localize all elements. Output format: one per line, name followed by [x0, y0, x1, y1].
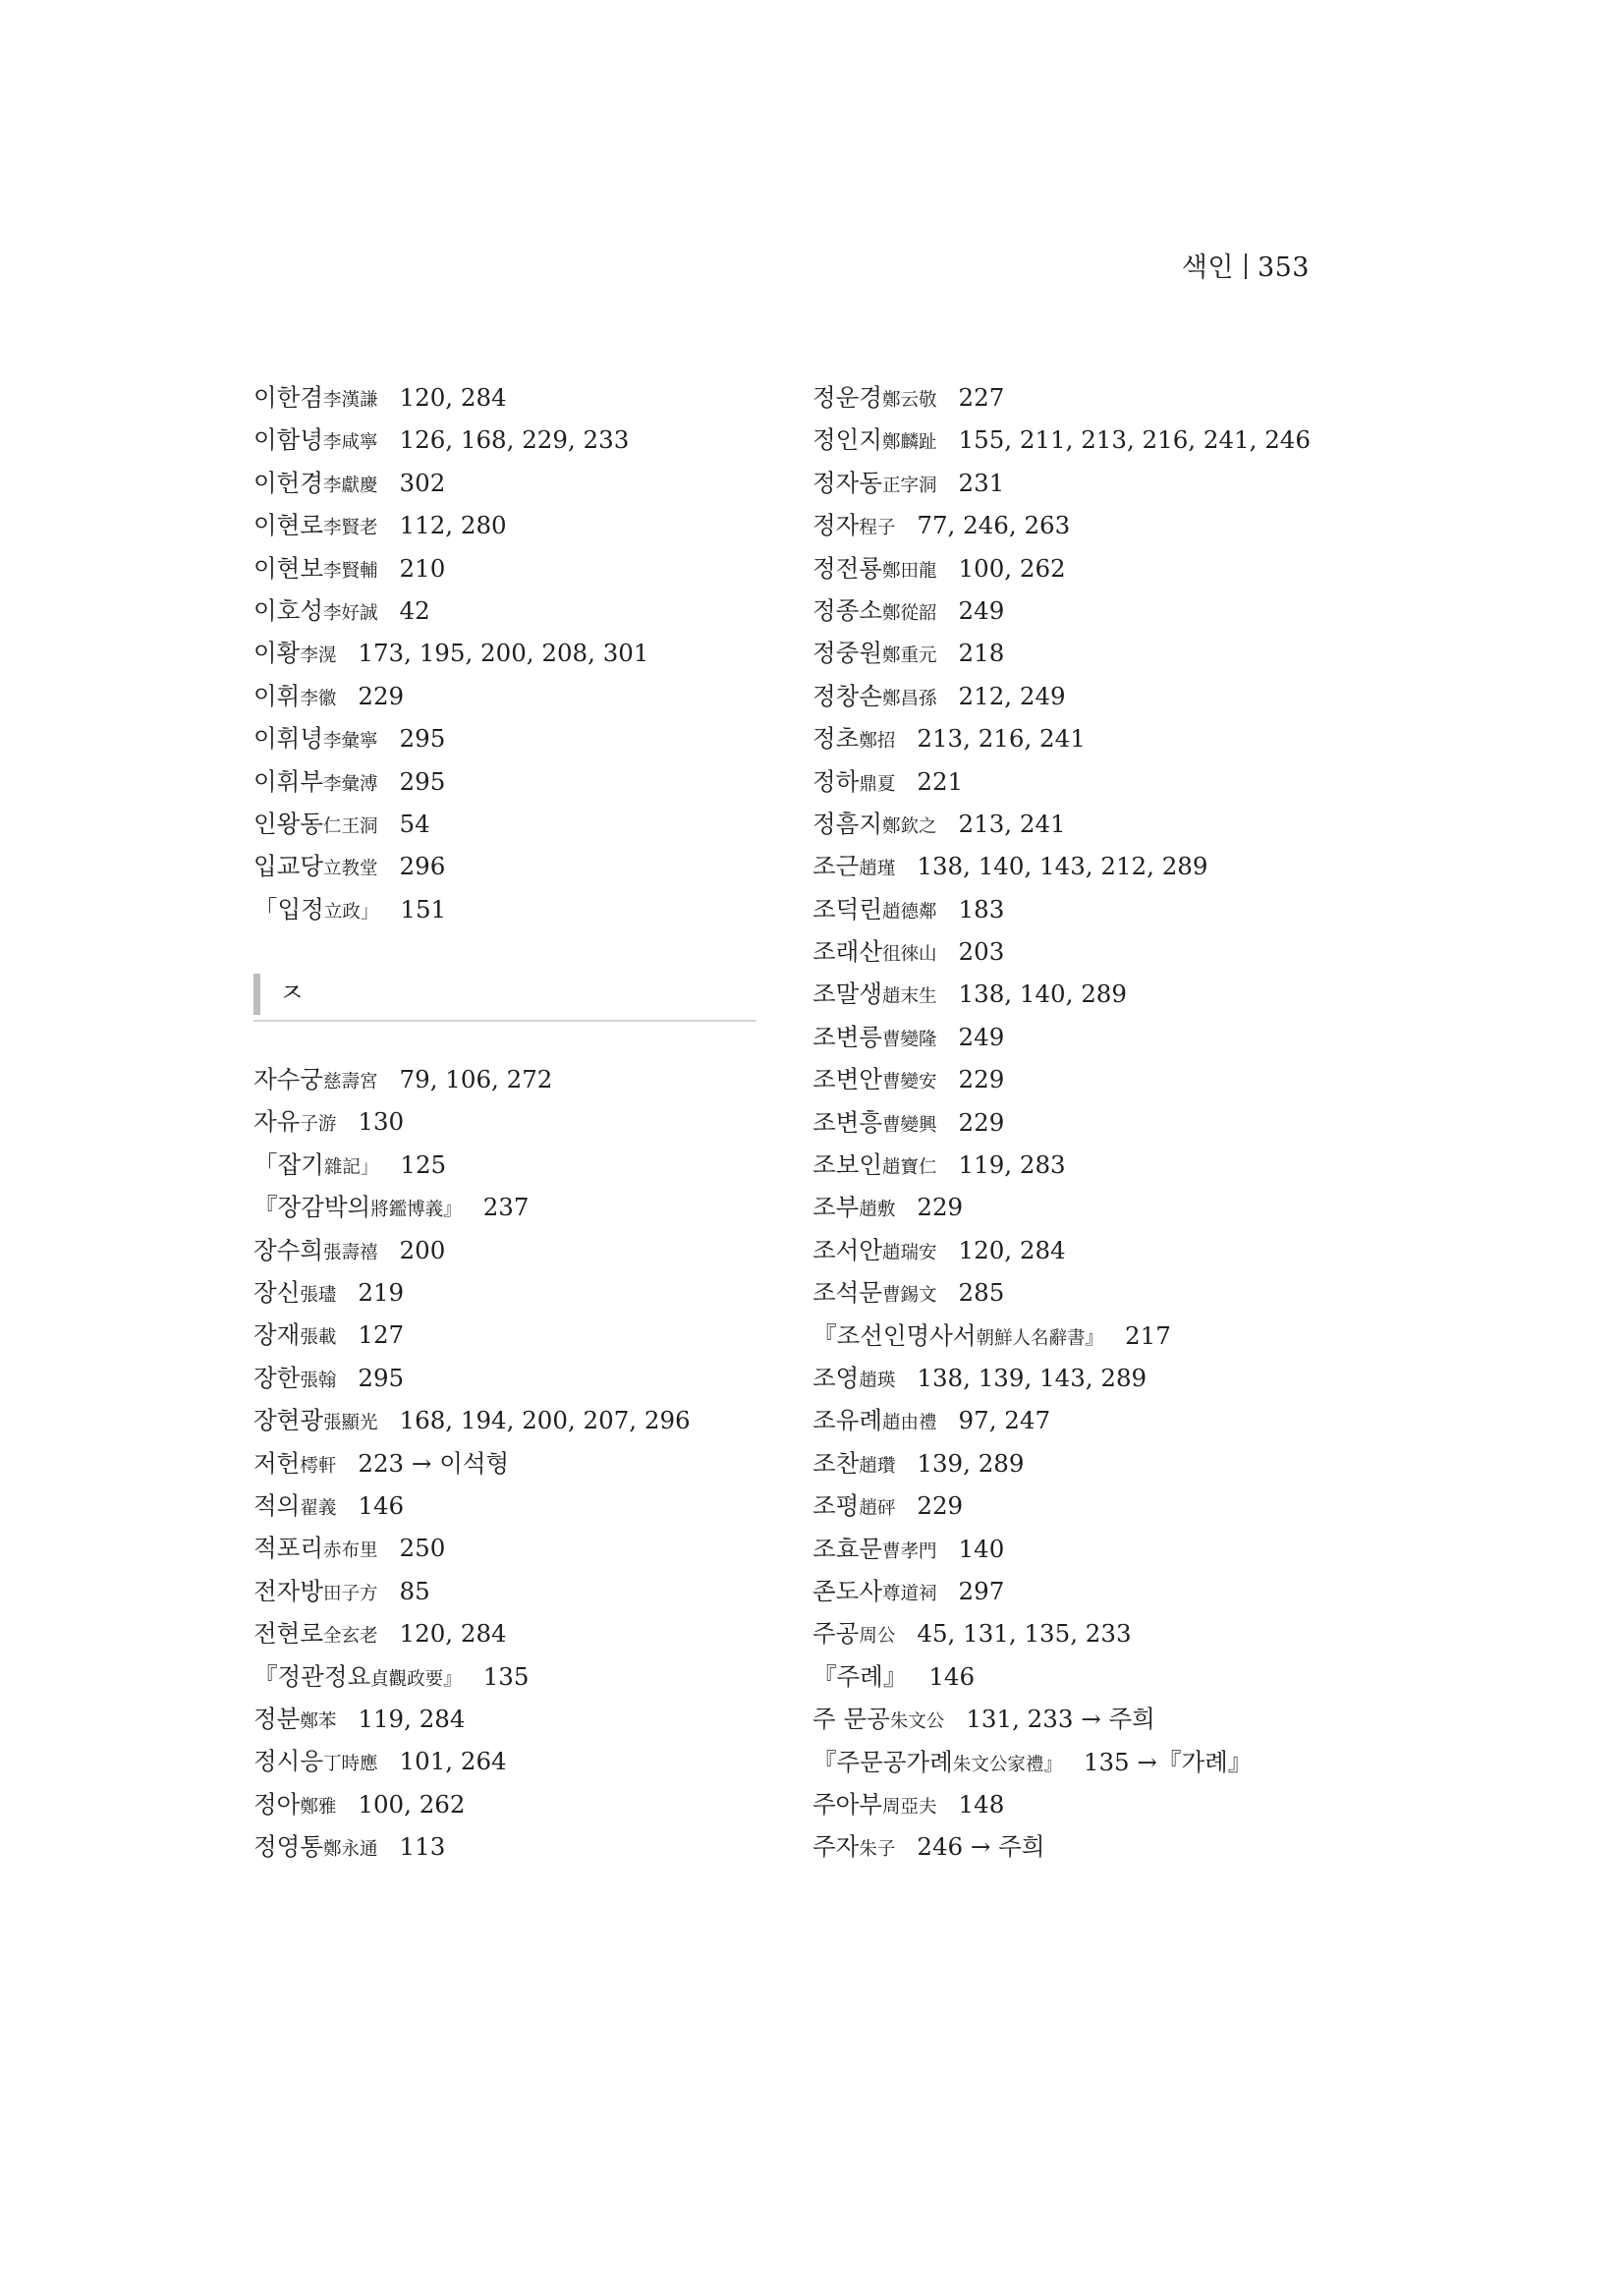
entry-pages: 210 [399, 553, 446, 583]
section-header [253, 974, 764, 1023]
running-head [1182, 246, 1310, 284]
entry-hanja: 張璶 [300, 1285, 337, 1307]
entry-pages: 203 [958, 937, 1005, 967]
index-entry [812, 1655, 1323, 1698]
index-entry [253, 1825, 764, 1868]
entry-hanja: 鄭欽之 [882, 815, 937, 837]
entry-term: 정자동 [812, 468, 883, 497]
index-entry [253, 1271, 764, 1314]
entry-term: 존도사 [812, 1576, 883, 1605]
entry-pages: 140 [958, 1534, 1005, 1563]
entry-pages: 85 [399, 1576, 430, 1605]
index-entry [812, 1357, 1323, 1399]
entry-term: 주 문공 [812, 1705, 890, 1734]
index-entry [253, 589, 764, 632]
entry-pages: 295 [399, 766, 446, 796]
entry-hanja: 鼎夏 [859, 773, 896, 795]
entry-pages: 227 [958, 383, 1005, 412]
entry-term: 저헌 [253, 1448, 301, 1478]
entry-hanja: 趙瑛 [859, 1370, 896, 1391]
index-entry [812, 1528, 1323, 1570]
entry-term: 조말생 [812, 980, 883, 1009]
entry-hanja: 鄭云敬 [882, 390, 937, 411]
entry-hanja: 李好誠 [323, 602, 378, 624]
index-entry [812, 1783, 1323, 1825]
entry-pages: 146 [358, 1490, 405, 1520]
entry-hanja: 全玄老 [323, 1626, 378, 1648]
entry-hanja: 李漢謙 [323, 390, 378, 411]
entry-hanja: 趙砰 [859, 1498, 896, 1520]
entry-pages: 148 [958, 1789, 1005, 1819]
entry-pages: 127 [358, 1320, 405, 1350]
entry-pages: 155, 211, 213, 216, 241, 246 [958, 425, 1311, 455]
entry-term: 『주문공가례 [812, 1747, 953, 1776]
entry-pages: 138, 139, 143, 289 [917, 1363, 1148, 1392]
entry-pages: 250 [399, 1534, 446, 1563]
entry-pages: 229 [917, 1193, 964, 1222]
entry-pages: 249 [958, 1022, 1005, 1051]
index-entry [253, 504, 764, 546]
index-entry [253, 376, 764, 419]
index-entry [812, 888, 1323, 930]
entry-hanja: 趙瑞安 [882, 1242, 937, 1263]
index-entry [812, 632, 1323, 674]
entry-pages: 113 [399, 1832, 446, 1862]
entry-hanja: 李賢輔 [323, 560, 378, 582]
entry-pages: 139, 289 [917, 1448, 1025, 1478]
entry-pages: 173, 195, 200, 208, 301 [358, 639, 649, 668]
entry-hanja: 立政」 [323, 901, 379, 923]
entry-term: 『조선인명사서 [812, 1320, 977, 1350]
section-title: 색인 [1181, 252, 1234, 283]
index-entry [812, 504, 1323, 546]
index-entry [253, 1100, 764, 1143]
entry-hanja: 李咸寧 [323, 432, 378, 454]
index-entry [253, 1186, 764, 1228]
entry-hanja: 赤布里 [323, 1540, 378, 1562]
index-entry [253, 419, 764, 461]
entry-term: 정자 [812, 511, 860, 540]
entry-list-after [253, 1058, 764, 1868]
entry-pages: 218 [958, 639, 1005, 668]
entry-term: 정운경 [812, 383, 883, 412]
entry-pages: 79, 106, 272 [399, 1065, 553, 1094]
left-column [253, 376, 764, 1869]
entry-hanja: 李彙溥 [323, 773, 378, 795]
entry-hanja: 鄭永通 [323, 1839, 378, 1861]
section-header-rule [253, 1020, 756, 1022]
index-entry [812, 1399, 1323, 1441]
index-entry [812, 1271, 1323, 1314]
entry-hanja: 丁時應 [323, 1754, 378, 1775]
index-entry [253, 1655, 764, 1698]
entry-pages: 231 [958, 468, 1005, 497]
entry-hanja: 李滉 [300, 645, 337, 667]
entry-hanja: 周亞夫 [882, 1796, 937, 1818]
entry-term: 전현로 [253, 1619, 324, 1649]
index-entry [253, 1740, 764, 1782]
index-entry [253, 1314, 764, 1356]
entry-term: 이헌경 [253, 468, 324, 497]
entry-term: 조석문 [812, 1278, 883, 1308]
entry-hanja: 李賢老 [323, 518, 378, 539]
entry-hanja: 鄭雅 [300, 1796, 337, 1818]
index-entry [812, 803, 1323, 845]
entry-hanja: 朱子 [859, 1839, 896, 1861]
entry-pages: 45, 131, 135, 233 [917, 1619, 1132, 1649]
entry-term: 『주례』 [812, 1661, 908, 1691]
entry-hanja: 鄭苯 [300, 1710, 337, 1732]
entry-hanja: 張翰 [300, 1370, 337, 1391]
index-entry [253, 1058, 764, 1100]
entry-pages: 183 [958, 894, 1005, 924]
header-separator [1245, 253, 1247, 279]
entry-term: 조영 [812, 1363, 860, 1392]
index-entry [812, 547, 1323, 589]
entry-term: 조래산 [812, 937, 883, 967]
index-entry [812, 462, 1323, 504]
entry-term: 정초 [812, 724, 860, 754]
entry-term: 장재 [253, 1320, 301, 1350]
entry-term: 자유 [253, 1107, 301, 1137]
entry-hanja: 趙瑾 [859, 859, 896, 880]
index-entry [812, 1442, 1323, 1484]
entry-hanja: 鄭昌孫 [882, 688, 937, 709]
section-letter: ㅈ [279, 979, 306, 1010]
entry-term: 정아 [253, 1789, 301, 1819]
entry-hanja: 張壽禧 [323, 1242, 378, 1263]
entry-hanja: 貞觀政要』 [370, 1668, 462, 1690]
entry-hanja: 立教堂 [323, 859, 378, 880]
entry-pages: 100, 262 [358, 1789, 466, 1819]
entry-term: 적포리 [253, 1534, 324, 1563]
entry-term: 이함녕 [253, 425, 324, 455]
index-entry [253, 717, 764, 759]
entry-hanja: 趙由禮 [882, 1413, 937, 1434]
entry-hanja: 李徽 [300, 688, 337, 709]
entry-pages: 285 [958, 1278, 1005, 1308]
entry-pages: 135 →『가례』 [1083, 1747, 1253, 1776]
entry-term: 『정관정요 [253, 1661, 371, 1691]
entry-hanja: 翟義 [300, 1497, 337, 1519]
entry-pages: 229 [917, 1491, 964, 1521]
index-entry [253, 888, 764, 930]
entry-hanja: 趙末生 [882, 986, 937, 1008]
entry-hanja: 朝鮮人名辭書』 [976, 1327, 1104, 1349]
index-entry [253, 1570, 764, 1612]
entry-pages: 221 [917, 766, 964, 796]
entry-term: 『장감박의 [253, 1193, 371, 1222]
entry-pages: 112, 280 [399, 511, 507, 540]
index-entry [812, 1825, 1323, 1868]
entry-pages: 229 [958, 1107, 1005, 1137]
index-entry [812, 930, 1323, 973]
index-entry [812, 376, 1323, 419]
entry-term: 주자 [812, 1832, 860, 1862]
index-entry [812, 1698, 1323, 1740]
index-entry [253, 1527, 764, 1569]
entry-hanja: 程子 [859, 518, 896, 539]
entry-term: 정영통 [253, 1832, 324, 1862]
entry-term: 정창손 [812, 681, 883, 710]
entry-term: 장한 [253, 1363, 301, 1392]
entry-hanja: 將鑑博義』 [370, 1200, 462, 1221]
entry-term: 이휘녕 [253, 724, 324, 754]
index-entry [253, 1698, 764, 1740]
index-entry [812, 1484, 1323, 1527]
entry-pages: 131, 233 → 주희 [966, 1705, 1155, 1734]
entry-term: 이황 [253, 639, 301, 668]
entry-hanja: 張顯光 [323, 1413, 378, 1434]
index-entry [253, 1144, 764, 1186]
index-entry [812, 1058, 1323, 1100]
entry-term: 「입정 [253, 894, 324, 924]
entry-term: 적의 [253, 1490, 301, 1520]
index-entry [253, 547, 764, 589]
entry-hanja: 趙寶仁 [882, 1157, 937, 1179]
index-entry [253, 1484, 764, 1527]
entry-pages: 213, 241 [958, 809, 1066, 838]
entry-term: 조부 [812, 1193, 860, 1222]
entry-pages: 126, 168, 229, 233 [399, 425, 630, 455]
entry-pages: 223 → 이석형 [358, 1448, 510, 1478]
entry-hanja: 鄭招 [859, 731, 896, 753]
entry-pages: 125 [400, 1149, 447, 1179]
entry-term: 이휘부 [253, 766, 324, 796]
entry-pages: 130 [358, 1107, 405, 1137]
entry-pages: 135 [482, 1661, 530, 1691]
entry-term: 조변흥 [812, 1107, 883, 1137]
entry-hanja: 曹變興 [882, 1114, 937, 1136]
index-entry [253, 675, 764, 717]
entry-hanja: 鄭田龍 [882, 560, 937, 582]
entry-hanja: 曹孝門 [882, 1540, 937, 1562]
index-entry [812, 760, 1323, 803]
entry-pages: 119, 284 [358, 1704, 466, 1733]
entry-list-before [253, 376, 764, 930]
entry-hanja: 曹變安 [882, 1072, 937, 1093]
entry-term: 전자방 [253, 1576, 324, 1605]
entry-pages: 213, 216, 241 [917, 724, 1086, 754]
entry-term: 조보인 [812, 1150, 883, 1180]
entry-hanja: 正字洞 [882, 475, 937, 496]
entry-pages: 295 [358, 1363, 405, 1392]
entry-term: 인왕동 [253, 809, 324, 838]
entry-pages: 151 [400, 894, 447, 924]
entry-pages: 168, 194, 200, 207, 296 [399, 1406, 691, 1435]
entry-pages: 302 [399, 468, 446, 497]
index-entry [812, 1741, 1323, 1783]
index-entry [812, 845, 1323, 887]
entry-term: 「잡기 [253, 1149, 324, 1179]
index-entry [253, 632, 764, 674]
entry-hanja: 趙瓚 [859, 1455, 896, 1477]
index-entry [812, 717, 1323, 759]
entry-term: 장수희 [253, 1235, 324, 1264]
index-entry [253, 1399, 764, 1441]
entry-term: 정시응 [253, 1747, 324, 1776]
entry-hanja: 尊道祠 [882, 1583, 937, 1604]
entry-term: 정중원 [812, 639, 883, 668]
entry-term: 이한겸 [253, 383, 324, 412]
entry-list [812, 376, 1323, 1869]
entry-pages: 97, 247 [958, 1406, 1051, 1435]
entry-pages: 246 → 주희 [917, 1832, 1045, 1862]
entry-hanja: 李彙寧 [323, 731, 378, 753]
entry-term: 이현보 [253, 553, 324, 583]
index-entry [812, 1101, 1323, 1144]
index-entry [812, 589, 1323, 632]
entry-term: 정인지 [812, 425, 883, 455]
index-entry [812, 419, 1323, 461]
entry-term: 정하 [812, 766, 860, 796]
entry-pages: 138, 140, 289 [958, 980, 1127, 1009]
entry-term: 이호성 [253, 595, 324, 625]
entry-hanja: 慈壽宮 [323, 1072, 378, 1093]
entry-term: 조변안 [812, 1065, 883, 1094]
entry-hanja: 周公 [859, 1626, 896, 1648]
index-entry [812, 1016, 1323, 1058]
entry-pages: 138, 140, 143, 212, 289 [917, 852, 1208, 881]
entry-pages: 217 [1125, 1320, 1171, 1350]
index-entry [253, 1783, 764, 1825]
entry-term: 조평 [812, 1491, 860, 1521]
entry-pages: 120, 284 [399, 1619, 507, 1649]
index-entry [253, 1442, 764, 1484]
entry-hanja: 張載 [300, 1327, 337, 1349]
entry-term: 입교당 [253, 852, 324, 881]
entry-pages: 42 [399, 595, 430, 625]
entry-term: 장현광 [253, 1406, 324, 1435]
entry-hanja: 子游 [300, 1114, 337, 1136]
entry-hanja: 鄭從韶 [882, 602, 937, 624]
entry-pages: 229 [958, 1065, 1005, 1094]
index-entry [812, 1570, 1323, 1612]
index-entry [253, 803, 764, 845]
entry-term: 조변릉 [812, 1022, 883, 1051]
entry-term: 조효문 [812, 1534, 883, 1563]
entry-term: 조근 [812, 852, 860, 881]
entry-pages: 54 [399, 809, 430, 838]
entry-hanja: 徂徠山 [882, 944, 937, 966]
entry-hanja: 趙德鄰 [882, 901, 937, 923]
entry-hanja: 田子方 [323, 1583, 378, 1604]
entry-term: 정분 [253, 1704, 301, 1733]
entry-pages: 212, 249 [958, 681, 1066, 710]
index-entry [812, 1315, 1323, 1357]
index-entry [253, 1229, 764, 1271]
page-number: 353 [1257, 252, 1310, 283]
entry-pages: 249 [958, 595, 1005, 625]
entry-pages: 229 [358, 681, 405, 710]
entry-term: 정흠지 [812, 809, 883, 838]
index-entry [253, 1612, 764, 1654]
entry-hanja: 鄭麟趾 [882, 432, 937, 454]
entry-term: 정전룡 [812, 553, 883, 583]
index-entry [812, 1229, 1323, 1271]
entry-pages: 200 [399, 1235, 446, 1264]
entry-hanja: 曹錫文 [882, 1285, 937, 1307]
entry-pages: 119, 283 [958, 1150, 1066, 1180]
entry-term: 이현로 [253, 511, 324, 540]
entry-pages: 237 [482, 1193, 530, 1222]
index-entry [253, 1357, 764, 1399]
entry-hanja: 曹變隆 [882, 1029, 937, 1050]
section-header-bar [253, 974, 260, 1015]
index-entry [812, 1144, 1323, 1186]
entry-pages: 296 [399, 852, 446, 881]
entry-hanja: 朱文公家禮』 [952, 1754, 1062, 1775]
entry-hanja: 趙敷 [859, 1200, 896, 1221]
index-entry [253, 845, 764, 887]
entry-term: 이휘 [253, 681, 301, 710]
entry-pages: 77, 246, 263 [917, 511, 1071, 540]
entry-hanja: 仁王洞 [323, 815, 378, 837]
entry-pages: 219 [358, 1278, 405, 1308]
index-entry [253, 462, 764, 504]
index-entry [812, 973, 1323, 1015]
entry-hanja: 鄭重元 [882, 645, 937, 667]
entry-term: 조유례 [812, 1406, 883, 1435]
entry-term: 자수궁 [253, 1065, 324, 1094]
entry-term: 조서안 [812, 1235, 883, 1264]
entry-term: 정종소 [812, 595, 883, 625]
index-entry [812, 675, 1323, 717]
entry-hanja: 雜記」 [323, 1156, 379, 1178]
entry-pages: 100, 262 [958, 553, 1066, 583]
entry-hanja: 樗軒 [300, 1455, 337, 1477]
entry-term: 장신 [253, 1278, 301, 1308]
index-entry [253, 760, 764, 803]
entry-pages: 120, 284 [399, 383, 507, 412]
entry-term: 조찬 [812, 1448, 860, 1478]
index-entry [812, 1612, 1323, 1654]
entry-term: 주아부 [812, 1789, 883, 1819]
entry-pages: 120, 284 [958, 1235, 1066, 1264]
entry-hanja: 李獻慶 [323, 475, 378, 496]
index-entry [812, 1186, 1323, 1228]
entry-term: 조덕린 [812, 894, 883, 924]
entry-pages: 297 [958, 1576, 1005, 1605]
right-column [812, 376, 1323, 1869]
entry-hanja: 朱文公 [889, 1711, 945, 1733]
entry-pages: 101, 264 [399, 1747, 507, 1776]
entry-term: 주공 [812, 1619, 860, 1649]
entry-pages: 295 [399, 724, 446, 754]
entry-pages: 146 [928, 1661, 976, 1691]
